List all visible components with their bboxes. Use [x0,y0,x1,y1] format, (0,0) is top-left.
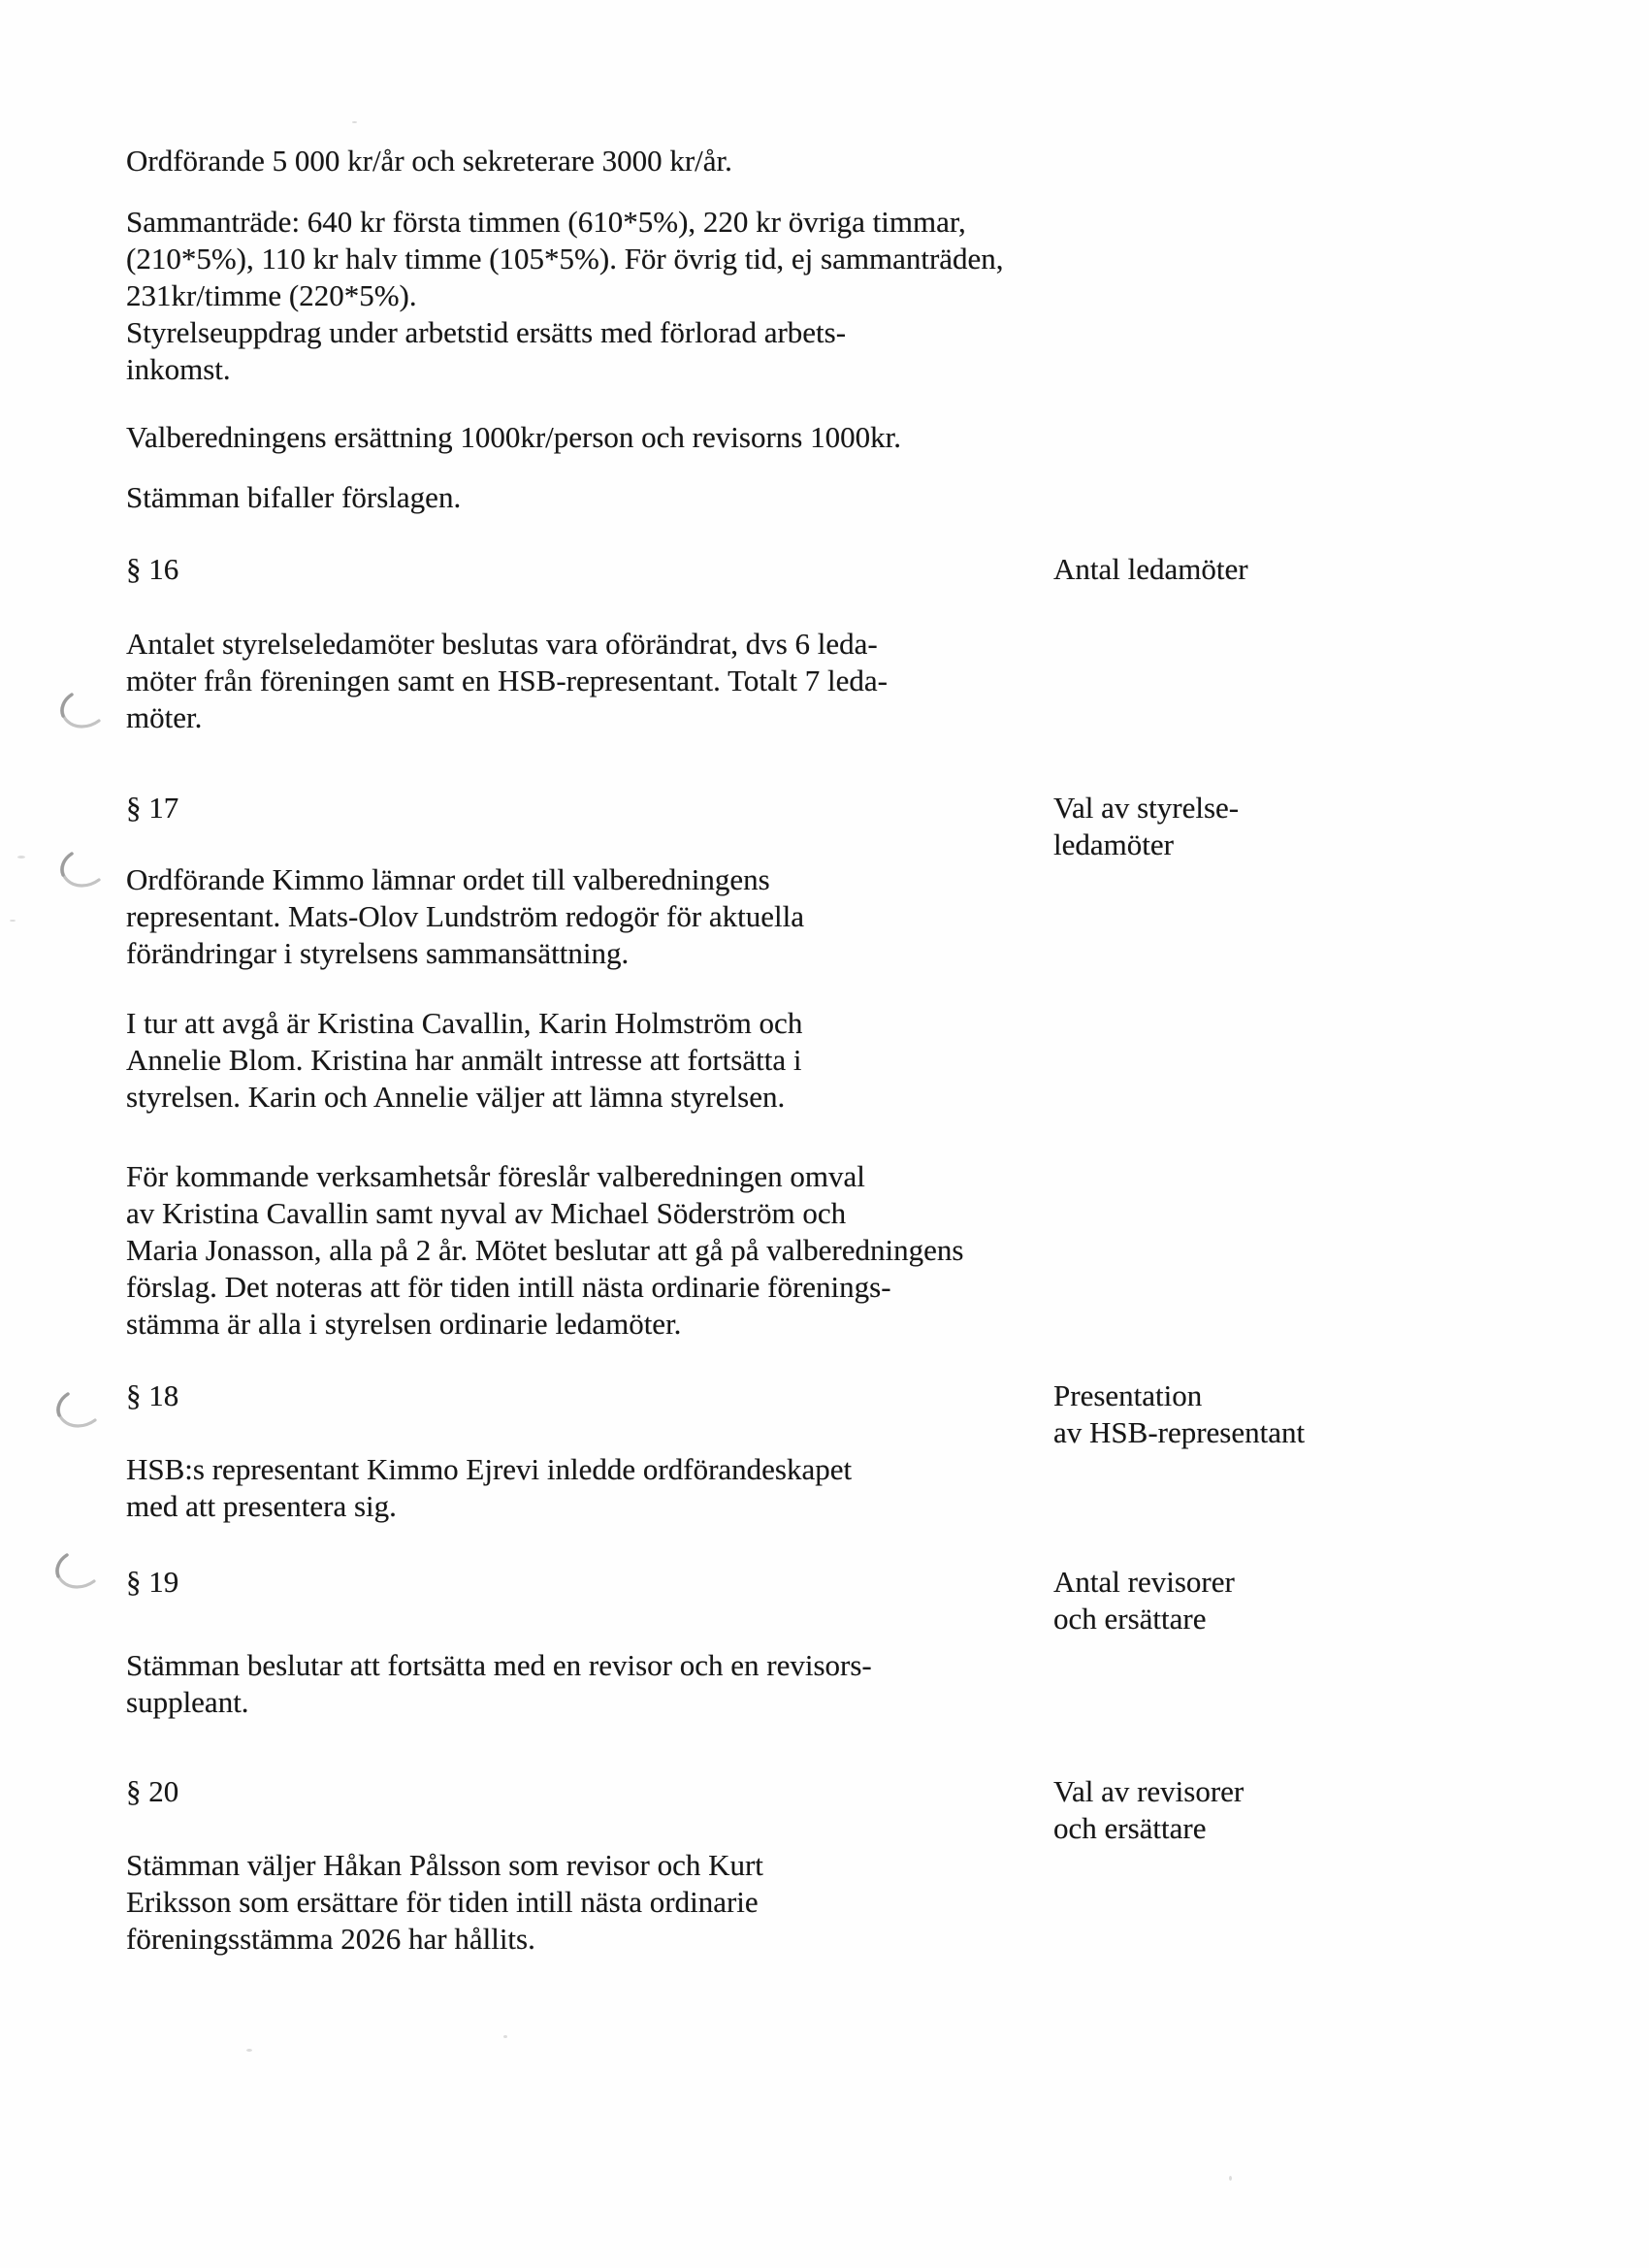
paragraph [126,626,888,736]
section-heading: § 18 [126,1378,179,1412]
paragraph-line: möter från föreningen samt en HSB-representant. Totalt 7 leda- [126,664,888,697]
paragraph-line: Stämman bifaller förslagen. [126,480,462,514]
paragraph-line: Sammanträde: 640 kr första timmen (610*5%), 220 kr övriga timmar, [126,205,966,239]
paragraph-line: Styrelseuppdrag under arbetstid ersätts med förlorad arbets- [126,315,847,349]
margin-note-line: Antal revisorer [1053,1565,1235,1599]
section-heading: § 17 [126,791,179,825]
paragraph-line: Valberedningens ersättning 1000kr/person och revisorns 1000kr. [126,420,901,454]
margin-note [1053,551,1248,588]
paragraph-line: föreningsstämma 2026 har hållits. [126,1922,535,1956]
paragraph-line: I tur att avgå är Kristina Cavallin, Karin Holmström och [126,1006,803,1040]
handwritten-arc-mark [53,1551,102,1596]
paragraph-line: Ordförande 5 000 kr/år och sekreterare 3000 kr/år. [126,144,732,178]
margin-note [1053,790,1239,863]
paragraph-line: förslag. Det noteras att för tiden intill nästa ordinarie förenings- [126,1270,891,1304]
margin-note-line: av HSB-representant [1053,1415,1306,1449]
margin-note-line: och ersättare [1053,1602,1207,1636]
margin-note [1053,1773,1244,1847]
scan-speck [1229,2176,1232,2181]
section-heading: § 19 [126,1565,179,1599]
paragraph-line: Annelie Blom. Kristina har anmält intresse att fortsätta i [126,1043,802,1077]
paragraph-line: Eriksson som ersättare för tiden intill nästa ordinarie [126,1885,759,1919]
paragraph [126,861,804,972]
handwritten-arc-mark [58,850,107,894]
paragraph-line: suppleant. [126,1685,249,1719]
paragraph-line: representant. Mats-Olov Lundström redogör för aktuella [126,899,805,933]
paragraph-line: Stämman beslutar att fortsätta med en revisor och en revisors- [126,1648,872,1682]
paragraph [126,1847,763,1958]
margin-note [1053,1564,1235,1637]
paragraph [126,419,901,456]
scan-speck [503,2035,507,2038]
paragraph [126,1451,852,1525]
margin-note-line: ledamöter [1053,827,1174,861]
paragraph-line: Antalet styrelseledamöter beslutas vara oförändrat, dvs 6 leda- [126,627,878,661]
paragraph-line: inkomst. [126,352,231,386]
paragraph-line: (210*5%), 110 kr halv timme (105*5%). För övrig tid, ej sammanträden, [126,242,1004,275]
margin-note-line: och ersättare [1053,1811,1207,1845]
paragraph-line: styrelsen. Karin och Annelie väljer att lämna styrelsen. [126,1080,786,1114]
paragraph-line: 231kr/timme (220*5%). [126,278,417,312]
handwritten-arc-mark [54,1390,103,1435]
scan-speck [17,856,25,859]
paragraph-line: av Kristina Cavallin samt nyval av Michael Söderström och [126,1196,847,1230]
paragraph-line: HSB:s representant Kimmo Ejrevi inledde ordförandeskapet [126,1452,853,1486]
paragraph-line: Maria Jonasson, alla på 2 år. Mötet beslutar att gå på valberedningens [126,1233,964,1267]
handwritten-arc-mark [58,691,107,735]
paragraph [126,204,1004,388]
paragraph-line: För kommande verksamhetsår föreslår valberedningen omval [126,1159,865,1193]
paragraph [126,1158,963,1343]
scan-speck [246,2049,252,2052]
paragraph [126,479,461,516]
margin-note-line: Presentation [1053,1378,1203,1412]
paragraph-line: Ordförande Kimmo lämnar ordet till valberedningens [126,862,770,896]
scan-speck [352,121,357,123]
section-heading: § 16 [126,552,179,586]
paragraph-line: med att presentera sig. [126,1489,397,1523]
scan-speck [10,920,16,922]
section-heading: § 20 [126,1774,179,1808]
paragraph-line: stämma är alla i styrelsen ordinarie ledamöter. [126,1307,682,1341]
paragraph-line: möter. [126,700,203,734]
paragraph-line: Stämman väljer Håkan Pålsson som revisor och Kurt [126,1848,763,1882]
margin-note [1053,1377,1305,1451]
paragraph [126,1647,872,1721]
margin-note-line: Val av revisorer [1053,1774,1245,1808]
paragraph-line: förändringar i styrelsens sammansättning. [126,936,630,970]
paragraph [126,143,732,179]
margin-note-line: Val av styrelse- [1053,791,1240,825]
margin-note-line: Antal ledamöter [1053,552,1248,586]
paragraph [126,1005,802,1116]
